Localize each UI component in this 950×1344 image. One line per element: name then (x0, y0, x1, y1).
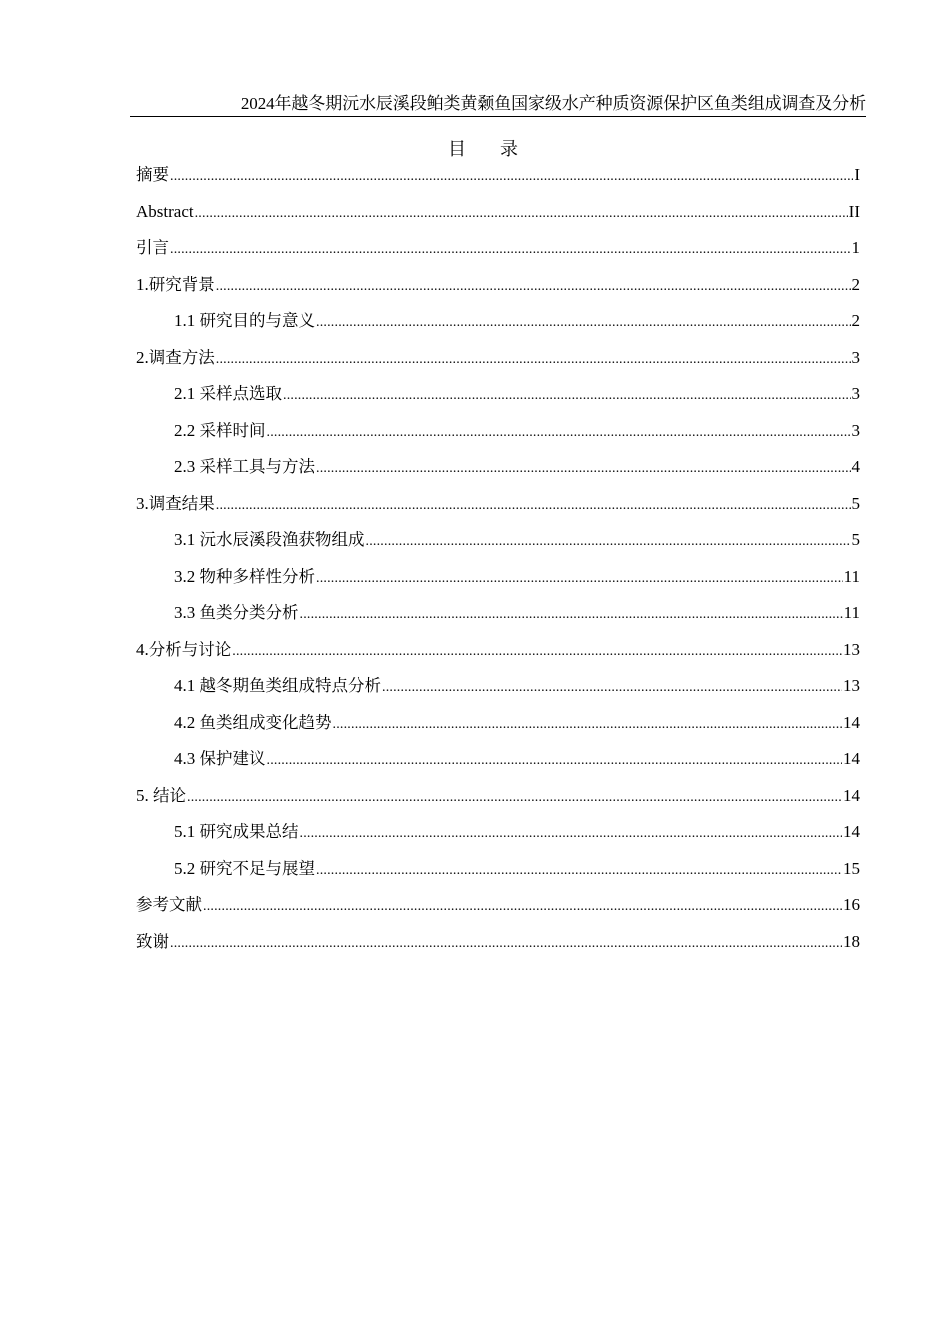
toc-entry-text: 鱼类组成变化趋势 (199, 712, 332, 732)
toc-dot-leader (316, 566, 843, 592)
toc-entry[interactable] (136, 600, 860, 637)
toc-entry-text: 越冬期鱼类组成特点分析 (199, 676, 381, 695)
toc-entry[interactable] (136, 199, 860, 236)
toc-dot-leader (316, 310, 851, 336)
toc-entry-label (174, 746, 266, 772)
toc-entry-text: 摘要 (136, 165, 169, 184)
toc-entry-number: 4.2 (174, 712, 200, 732)
toc-entry[interactable] (136, 345, 860, 382)
toc-entry-page: 15 (843, 858, 860, 878)
toc-entry-text: 结论 (153, 785, 186, 805)
toc-entry-label (136, 345, 215, 371)
toc-dot-leader (216, 274, 851, 300)
toc-entry-text: 物种多样性分析 (199, 566, 315, 586)
toc-entry-page: 1 (851, 238, 860, 257)
toc-entry-page: 3 (851, 420, 860, 440)
toc-entry-page: 11 (843, 603, 860, 622)
toc-entry-page: 2 (851, 311, 860, 330)
toc-entry-text: 保护建议 (199, 749, 266, 768)
toc-entry-label (136, 235, 169, 261)
toc-entry-page: 5 (851, 493, 860, 513)
toc-dot-leader (232, 639, 842, 665)
toc-entry-text: 采样点选取 (199, 384, 282, 403)
toc-entry-page: 14 (843, 712, 860, 732)
toc-entry-page: 14 (843, 822, 860, 841)
toc-entry-label (174, 819, 299, 845)
toc-entry[interactable] (136, 527, 860, 564)
toc-dot-leader (333, 712, 843, 738)
toc-entry[interactable] (136, 783, 860, 820)
toc-entry-label (136, 783, 186, 809)
toc-entry-number: 3. (136, 493, 149, 513)
toc-dot-leader (283, 383, 851, 409)
toc-entry-text: 研究目的与意义 (199, 311, 315, 330)
toc-entry-text: 采样时间 (199, 420, 266, 440)
toc-entry-text: 参考文献 (136, 895, 202, 914)
toc-entry[interactable] (136, 162, 860, 199)
toc-dot-leader (195, 201, 848, 227)
toc-dot-leader (203, 894, 842, 920)
toc-entry-label (136, 199, 194, 225)
toc-entry-number: 2.2 (174, 420, 200, 440)
toc-entry-label (136, 272, 215, 298)
toc-entry[interactable] (136, 235, 860, 272)
toc-dot-leader (267, 748, 843, 774)
toc-entry-page: 5 (851, 530, 860, 549)
toc-entry-text: 研究背景 (148, 274, 215, 294)
toc-dot-leader (170, 931, 842, 957)
toc-entry-text: 调查方法 (148, 347, 215, 367)
toc-entry-page: 13 (843, 639, 860, 659)
toc-entry-number: 2.3 (174, 457, 200, 476)
toc-entry-label (174, 673, 381, 699)
toc-entry-label (136, 929, 169, 955)
toc-entry-number: 3.1 (174, 530, 200, 549)
toc-entry-text: 致谢 (136, 931, 169, 951)
toc-entry[interactable] (136, 929, 860, 966)
toc-dot-leader (216, 347, 851, 373)
toc-entry-number: 4. (136, 639, 149, 659)
toc-dot-leader (300, 821, 843, 847)
toc-entry-text: 鱼类分类分析 (199, 603, 299, 622)
toc-entry-text: 沅水辰溪段渔获物组成 (199, 530, 365, 549)
toc-dot-leader (316, 858, 842, 884)
toc-entry-page: 14 (843, 785, 860, 805)
toc-entry[interactable] (136, 673, 860, 710)
toc-entry-page: II (848, 201, 860, 221)
toc-entry-text: 分析与讨论 (148, 639, 232, 659)
toc-entry-page: 2 (851, 274, 860, 294)
toc-entry-number: 5. (136, 785, 153, 805)
toc-entry-page: 4 (851, 457, 860, 476)
toc-dot-leader (382, 675, 842, 701)
toc-dot-leader (366, 529, 851, 555)
toc-entry-label (136, 491, 215, 517)
toc-dot-leader (267, 420, 851, 446)
toc-entry-text: 研究成果总结 (199, 822, 299, 841)
toc-entry-label (136, 162, 169, 188)
toc-entry-label (174, 381, 282, 407)
toc-entry-label (174, 600, 299, 626)
toc-title: 目录 (448, 139, 552, 160)
toc-entry-number: 4.1 (174, 676, 200, 695)
toc-entry[interactable] (136, 491, 860, 528)
toc-entry-page: 3 (851, 347, 860, 367)
toc-entry-page: 18 (843, 931, 860, 951)
toc-entry-page: 13 (843, 676, 860, 695)
toc-entry-label (174, 710, 332, 736)
toc-entry-text: 调查结果 (148, 493, 215, 513)
toc-entry-label (174, 856, 315, 882)
toc-entry-text: 引言 (136, 238, 169, 257)
toc-entry-number: 2.1 (174, 384, 200, 403)
table-of-contents (136, 162, 860, 965)
toc-dot-leader (170, 164, 853, 190)
toc-entry[interactable] (136, 454, 860, 491)
toc-dot-leader (216, 493, 851, 519)
toc-entry-label (174, 564, 315, 590)
toc-entry-page: 16 (843, 895, 860, 914)
toc-entry-text: 采样工具与方法 (199, 457, 315, 476)
toc-entry[interactable] (136, 381, 860, 418)
toc-entry[interactable] (136, 308, 860, 345)
toc-dot-leader (187, 785, 842, 811)
toc-entry[interactable] (136, 746, 860, 783)
toc-entry-page: 11 (843, 566, 860, 586)
toc-entry[interactable] (136, 710, 860, 747)
toc-entry[interactable] (136, 819, 860, 856)
toc-entry-number: 5.2 (174, 858, 200, 878)
toc-entry-label (174, 418, 266, 444)
toc-entry[interactable] (136, 564, 860, 601)
toc-entry-label (174, 308, 315, 334)
running-header: 2024年越冬期沅水辰溪段鲌类黄颡鱼国家级水产种质资源保护区鱼类组成调查及分析 (130, 92, 866, 117)
toc-entry-number: 1. (136, 274, 149, 294)
toc-entry-number: 4.3 (174, 749, 200, 768)
toc-entry-label (174, 454, 315, 480)
toc-entry-label (174, 527, 365, 553)
toc-dot-leader (316, 456, 851, 482)
toc-entry-number: Abstract (136, 201, 194, 221)
toc-entry-number: 5.1 (174, 822, 200, 841)
toc-entry-text: 研究不足与展望 (199, 858, 315, 878)
toc-entry-label (136, 637, 231, 663)
toc-entry-page: I (854, 165, 860, 184)
toc-entry[interactable] (136, 856, 860, 893)
toc-entry-number: 3.2 (174, 566, 200, 586)
toc-entry-page: 14 (843, 749, 860, 768)
toc-entry-label (136, 892, 202, 918)
toc-entry[interactable] (136, 892, 860, 929)
toc-entry-number: 3.3 (174, 603, 200, 622)
toc-entry-number: 2. (136, 347, 149, 367)
toc-entry-number: 1.1 (174, 311, 200, 330)
toc-dot-leader (170, 237, 851, 263)
toc-entry[interactable] (136, 418, 860, 455)
toc-entry[interactable] (136, 637, 860, 674)
toc-entry-page: 3 (851, 384, 860, 403)
toc-entry[interactable] (136, 272, 860, 309)
toc-dot-leader (300, 602, 843, 628)
